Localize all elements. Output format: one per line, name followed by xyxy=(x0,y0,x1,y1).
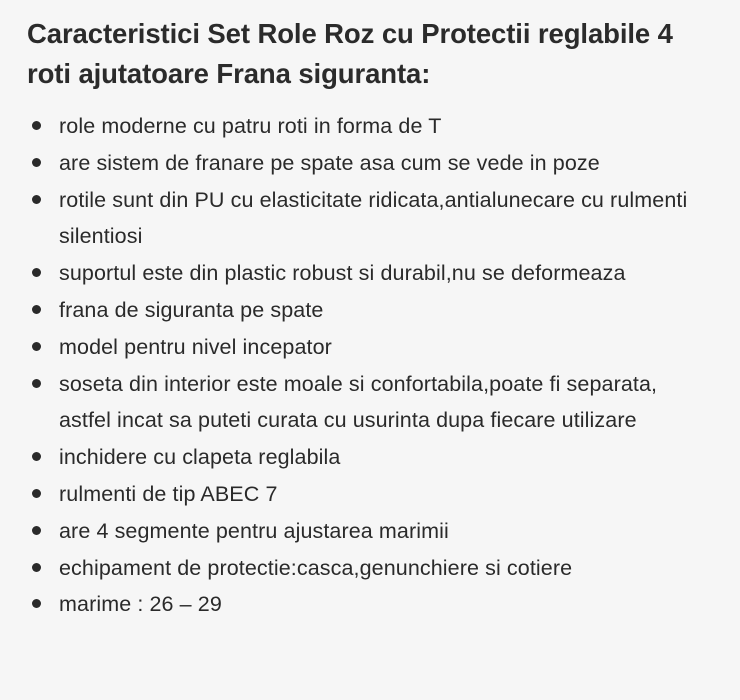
feature-text: are 4 segmente pentru ajustarea marimii xyxy=(59,518,449,543)
feature-item xyxy=(27,439,704,476)
bullet-icon xyxy=(32,599,41,608)
feature-text: frana de siguranta pe spate xyxy=(59,297,324,322)
feature-text: model pentru nivel incepator xyxy=(59,334,332,359)
feature-item xyxy=(27,513,704,550)
bullet-icon xyxy=(32,305,41,314)
feature-text: marime : 26 – 29 xyxy=(59,592,222,617)
bullet-icon xyxy=(32,526,41,535)
bullet-icon xyxy=(32,452,41,461)
feature-item xyxy=(27,366,704,440)
feature-item xyxy=(27,145,704,182)
bullet-icon xyxy=(32,195,41,204)
feature-item xyxy=(27,586,704,623)
feature-text: soseta din interior este moale si confortabila,poate fi separata, astfel incat sa puteti curata cu usurinta dupa fiecare utilizare xyxy=(59,371,658,433)
feature-item xyxy=(27,292,704,329)
feature-item xyxy=(27,255,704,292)
feature-item xyxy=(27,182,704,256)
bullet-icon xyxy=(32,158,41,167)
feature-text: inchidere cu clapeta reglabila xyxy=(59,445,341,470)
bullet-icon xyxy=(32,489,41,498)
feature-text: role moderne cu patru roti in forma de T xyxy=(59,114,442,138)
bullet-icon xyxy=(32,268,41,277)
bullet-icon xyxy=(32,342,41,351)
feature-item xyxy=(27,550,704,587)
feature-text: suportul este din plastic robust si durabil,nu se deformeaza xyxy=(59,261,626,286)
feature-text: are sistem de franare pe spate asa cum se vede in poze xyxy=(59,150,600,175)
feature-text: rulmenti de tip ABEC 7 xyxy=(59,481,278,506)
bullet-icon xyxy=(32,121,41,130)
features-list xyxy=(27,108,704,623)
feature-item xyxy=(27,329,704,366)
feature-text: rotile sunt din PU cu elasticitate ridicata,antialunecare cu rulmenti silentiosi xyxy=(59,187,688,249)
features-heading: Caracteristici Set Role Roz cu Protectii reglabile 4 roti ajutatoare Frana siguranta: xyxy=(27,18,673,89)
feature-text: echipament de protectie:casca,genunchiere si cotiere xyxy=(59,555,573,580)
feature-item xyxy=(27,108,704,145)
feature-item xyxy=(27,476,704,513)
bullet-icon xyxy=(32,379,41,388)
bullet-icon xyxy=(32,563,41,572)
